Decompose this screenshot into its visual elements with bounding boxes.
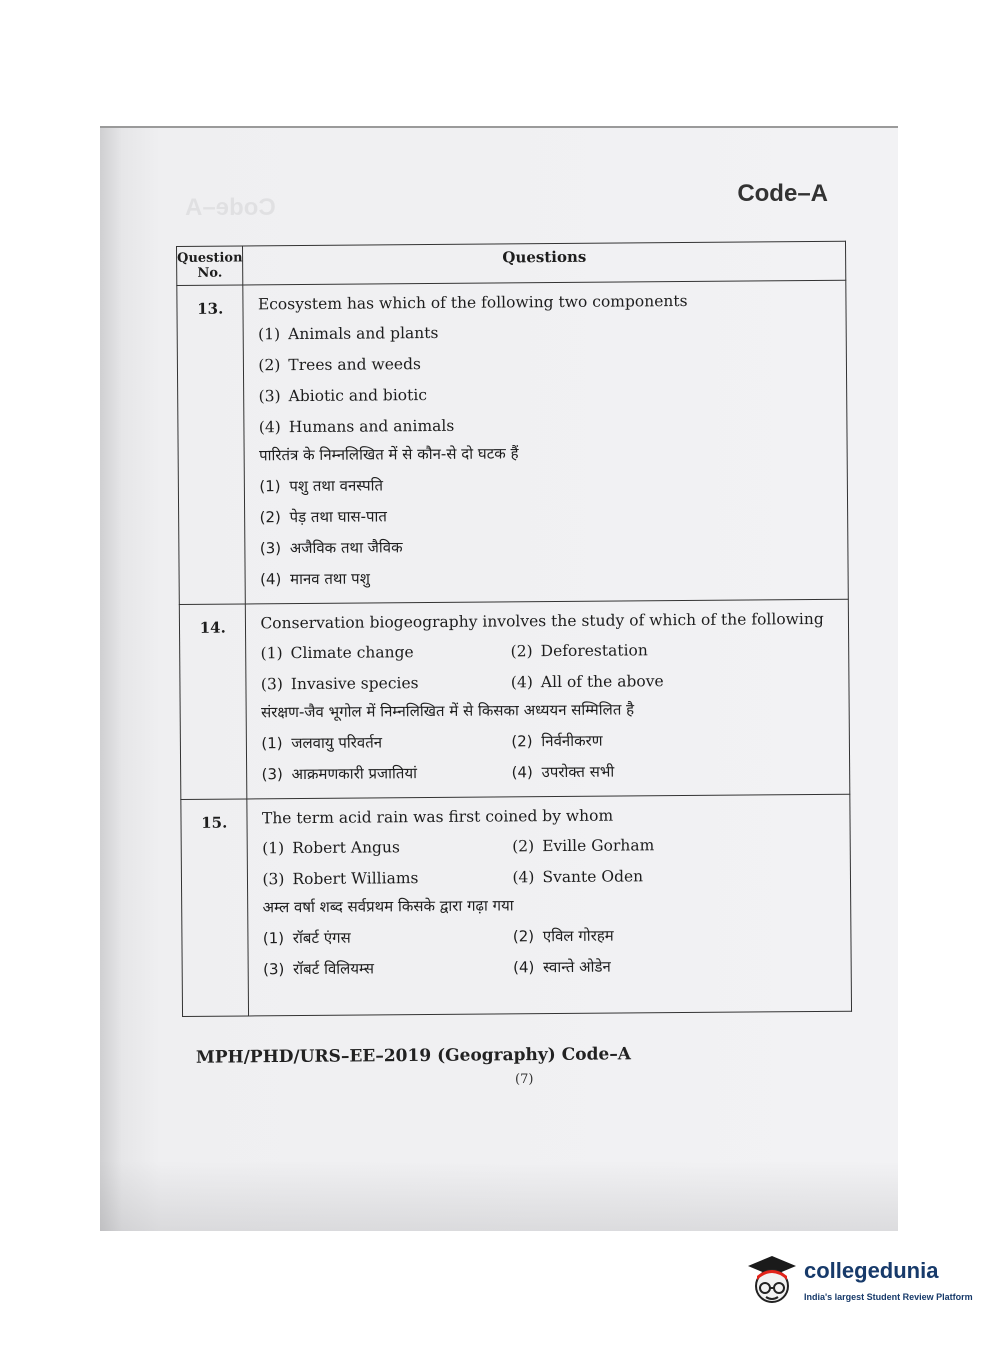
question-body — [243, 280, 848, 604]
collegedunia-logo — [742, 1252, 982, 1312]
option: (3) आक्रमणकारी प्रजातियां — [261, 764, 418, 784]
option: (4) उपरोक्त सभी — [511, 762, 615, 782]
option: (2) पेड़ तथा घास-पात — [259, 507, 387, 527]
option: (4) Svante Oden — [512, 867, 644, 887]
scanned-page — [100, 126, 898, 1231]
question-number: 13. — [177, 285, 246, 605]
options-hi — [259, 467, 848, 596]
page-number: (7) — [515, 1072, 534, 1087]
option: (4) मानव तथा पशु — [259, 569, 370, 589]
option: (1) रॉबर्ट एंगस — [262, 928, 351, 948]
option: (2) निर्वनीकरण — [511, 731, 603, 751]
option: (2) एविल गोरहम — [512, 926, 614, 946]
options-en — [262, 829, 850, 896]
option: (4) Humans and animals — [258, 416, 455, 437]
option: (4) All of the above — [510, 672, 664, 692]
questions-table — [176, 241, 852, 1017]
question-stem-hi: पारितंत्र के निम्नलिखित में से कौन-से दो घटक हैं — [259, 444, 519, 465]
option: (2) Eville Gorham — [512, 836, 655, 856]
question-body — [247, 794, 851, 1016]
option: (4) स्वान्ते ओडेन — [513, 957, 611, 977]
options-en — [261, 634, 849, 701]
question-number: 15. — [181, 799, 249, 1017]
option: (3) रॉबर्ट विलियम्स — [263, 959, 375, 979]
column-header-questions: Questions — [243, 241, 846, 285]
option: (3) Robert Williams — [262, 869, 419, 889]
logo-tagline: India's largest Student Review Platform — [804, 1292, 973, 1302]
question-row — [177, 280, 848, 604]
code-label: Code–A — [737, 180, 828, 207]
footer-exam-code: MPH/PHD/URS–EE–2019 (Geography) Code–A — [195, 1044, 632, 1068]
option: (2) Trees and weeds — [258, 355, 421, 375]
scan-shadow — [100, 1161, 898, 1231]
option: (1) पशु तथा वनस्पति — [259, 476, 384, 496]
question-body — [246, 599, 850, 799]
options-hi — [261, 724, 849, 791]
question-stem-en: Ecosystem has which of the following two components — [257, 291, 688, 314]
option: (3) Abiotic and biotic — [258, 386, 428, 406]
option: (1) Animals and plants — [258, 323, 439, 344]
option: (1) जलवायु परिवर्तन — [261, 733, 383, 753]
question-stem-hi: संरक्षण-जैव भूगोल में निम्नलिखित में से किसका अध्ययन सम्मिलित है — [261, 700, 635, 722]
question-stem-en: The term acid rain was first coined by whom — [261, 806, 614, 828]
option: (3) अजैविक तथा जैविक — [259, 538, 403, 558]
question-row — [181, 794, 852, 1016]
option: (3) Invasive species — [260, 674, 419, 694]
options-hi — [263, 919, 851, 986]
ghost-code-bleed: Code–A — [185, 194, 276, 221]
option: (2) Deforestation — [510, 641, 648, 661]
options-en — [258, 315, 847, 444]
question-number: 14. — [179, 604, 247, 800]
mascot-icon — [742, 1252, 800, 1312]
option: (1) Robert Angus — [262, 838, 400, 858]
question-stem-en: Conservation biogeography involves the study of which of the following — [260, 609, 824, 633]
question-stem-hi: अम्ल वर्षा शब्द सर्वप्रथम किसके द्वारा गढ़ा गया — [262, 896, 514, 917]
logo-wordmark: collegedunia — [804, 1258, 939, 1283]
option: (1) Climate change — [260, 643, 414, 663]
question-row — [179, 599, 850, 799]
column-header-question-no: Question No. — [177, 246, 244, 286]
